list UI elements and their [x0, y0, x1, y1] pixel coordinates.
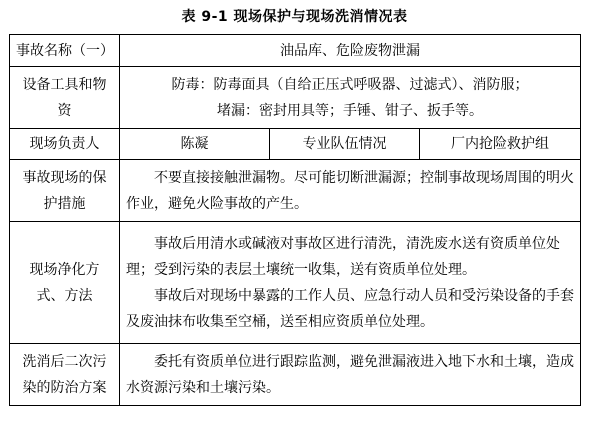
table-row: [10, 344, 581, 406]
equipment-line-2: 堵漏：密封用具等；手锤、钳子、扳手等。: [217, 102, 483, 119]
table-row: [10, 35, 581, 67]
accident-name-label: 事故名称（一）: [10, 35, 120, 67]
responsible-name: 陈凝: [120, 129, 270, 160]
table-row: [10, 129, 581, 160]
equipment-label: 设备工具和物资: [10, 67, 120, 129]
purification-para-1: 事故后用清水或碱液对事故区进行清洗，清洗废水送有资质单位处理；受到污染的表层土壤统一收集，送有资质单位处理。: [126, 235, 560, 278]
table-row: [10, 160, 581, 222]
equipment-value: [120, 67, 581, 129]
table-caption: 表 9-1 现场保护与现场洗消情况表: [181, 9, 408, 25]
table-row: [10, 222, 581, 344]
equipment-line-1: 防毒：防毒面具（自给正压式呼吸器、过滤式）、消防服；: [171, 76, 529, 93]
secondary-cell: [120, 344, 581, 406]
protection-cell: [120, 160, 581, 222]
secondary-label: 洗消后二次污染的防治方案: [10, 344, 120, 406]
site-protection-table: [9, 34, 581, 406]
responsible-label: 现场负责人: [10, 129, 120, 160]
protection-label: 事故现场的保护措施: [10, 160, 120, 222]
purification-label: 现场净化方式、方法: [10, 222, 120, 344]
purification-para-2: 事故后对现场中暴露的工作人员、应急行动人员和受污染设备的手套及废油抹布收集至空桶，送至相应资质单位处理。: [126, 287, 574, 330]
accident-name-value: 油品库、危险废物泄漏: [120, 35, 581, 67]
team-label: 专业队伍情况: [270, 129, 420, 160]
protection-text: 不要直接接触泄漏物。尽可能切断泄漏源；控制事故现场周围的明火作业，避免火险事故的产生。: [126, 169, 574, 212]
team-value: 厂内抢险救护组: [420, 129, 581, 160]
table-row: [10, 67, 581, 129]
purification-cell: [120, 222, 581, 344]
secondary-text: 委托有资质单位进行跟踪监测，避免泄漏液进入地下水和土壤，造成水资源污染和土壤污染。: [126, 353, 574, 396]
